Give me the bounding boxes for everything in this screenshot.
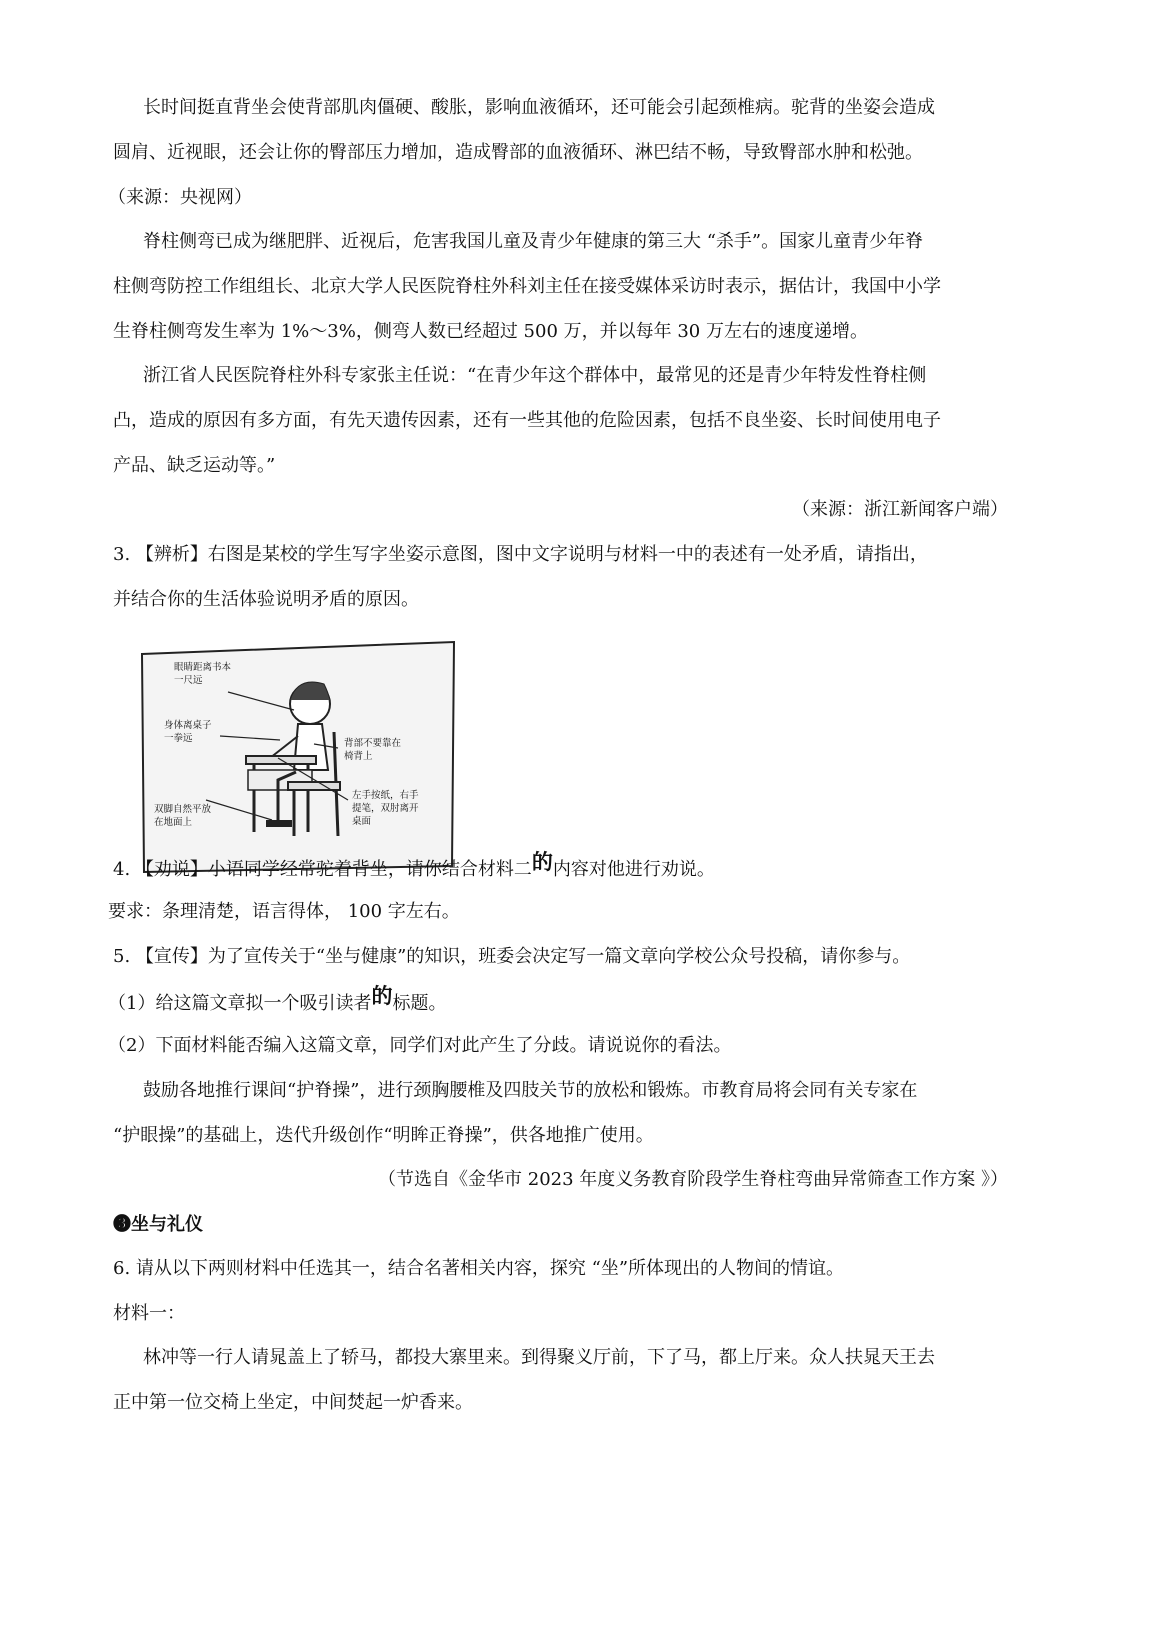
material-paragraph-line: 柱侧弯防控工作组组长、北京大学人民医院脊柱外科刘主任在接受媒体采访时表示，据估计，我国中小学: [113, 276, 941, 297]
figure-label-eyes: 眼睛距离书本: [174, 662, 232, 673]
source-citation: （节选自《金华市 2023 年度义务教育阶段学生脊柱弯曲异常筛查工作方案 》）: [378, 1169, 1008, 1190]
material-paragraph-line: 凸，造成的原因有多方面，有先天遗传因素，还有一些其他的危险因素，包括不良坐姿、长时间使用电子: [113, 410, 941, 431]
material-label: 材料一：: [113, 1303, 185, 1324]
question-5-subquestion: （1）给这篇文章拟一个吸引读者的标题。: [108, 983, 447, 1014]
posture-diagram: [138, 640, 460, 878]
question-3-line: 3. 【辨析】右图是某校的学生写字坐姿示意图，图中文字说明与材料一中的表述有一处矛盾，请指出，: [113, 544, 928, 565]
child-foot: [266, 820, 292, 827]
material-paragraph-line: 产品、缺乏运动等。”: [113, 455, 276, 476]
material-paragraph-line: “护眼操”的基础上，迭代升级创作“明眸正脊操”，供各地推广使用。: [113, 1125, 654, 1146]
question-5-line: 5. 【宣传】为了宣传关于“坐与健康”的知识，班委会决定写一篇文章向学校公众号投稿，请你参与。: [113, 946, 911, 967]
question-3-line: 并结合你的生活体验说明矛盾的原因。: [113, 589, 419, 610]
source-citation: （来源：浙江新闻客户端）: [792, 499, 1008, 520]
material-paragraph-line: 鼓励各地推行课间“护脊操”，进行颈胸腰椎及四肢关节的放松和锻炼。市教育局将会同有关专家在: [143, 1080, 918, 1101]
material-paragraph-line: 长时间挺直背坐会使背部肌肉僵硬、酸胀，影响血液循环，还可能会引起颈椎病。驼背的坐姿会造成: [143, 97, 935, 118]
figure-label-hands: 桌面: [352, 816, 372, 827]
figure-label-eyes: 一尺远: [174, 675, 203, 686]
figure-label-back: 背部不要靠在: [344, 738, 402, 749]
figure-label-back: 椅背上: [344, 751, 373, 762]
source-citation: （来源：央视网）: [108, 187, 252, 208]
section-heading: ❸坐与礼仪: [113, 1214, 203, 1235]
figure-label-feet: 在地面上: [154, 817, 193, 828]
chair-seat: [288, 782, 340, 790]
question-4-line: 4. 【劝说】小语同学经常驼着背坐，请你结合材料二的内容对他进行劝说。: [113, 849, 715, 880]
figure-label-hands: 左手按纸，右手: [352, 790, 419, 801]
material-paragraph-line: 脊柱侧弯已成为继肥胖、近视后，危害我国儿童及青少年健康的第三大 “杀手”。国家儿童青少年脊: [143, 231, 924, 252]
material-paragraph-line: 林冲等一行人请晁盖上了轿马，都投大寨里来。到得聚义厅前，下了马，都上厅来。众人扶晁天王去: [143, 1347, 935, 1368]
material-paragraph-line: 正中第一位交椅上坐定，中间焚起一炉香来。: [113, 1392, 473, 1413]
question-6-line: 6. 请从以下两则材料中任选其一，结合名著相关内容，探究 “坐”所体现出的人物间的情谊。: [113, 1258, 845, 1279]
material-paragraph-line: 生脊柱侧弯发生率为 1%～3%，侧弯人数已经超过 500 万，并以每年 30 万左右的速度递增。: [113, 321, 868, 342]
figure-label-feet: 双脚自然平放: [154, 804, 212, 815]
material-paragraph-line: 圆肩、近视眼，还会让你的臀部压力增加，造成臀部的血液循环、淋巴结不畅，导致臀部水肿和松弛。: [113, 142, 923, 163]
material-paragraph-line: 浙江省人民医院脊柱外科专家张主任说：“在青少年这个群体中，最常见的还是青少年特发性脊柱侧: [143, 365, 927, 386]
question-4-requirement: 要求：条理清楚，语言得体， 100 字左右。: [108, 901, 460, 922]
figure-label-body: 身体离桌子: [164, 720, 212, 731]
figure-label-body: 一拳远: [164, 733, 193, 744]
figure-label-hands: 提笔，双肘离开: [352, 803, 419, 814]
question-5-subquestion: （2）下面材料能否编入这篇文章，同学们对此产生了分歧。请说说你的看法。: [108, 1035, 732, 1056]
